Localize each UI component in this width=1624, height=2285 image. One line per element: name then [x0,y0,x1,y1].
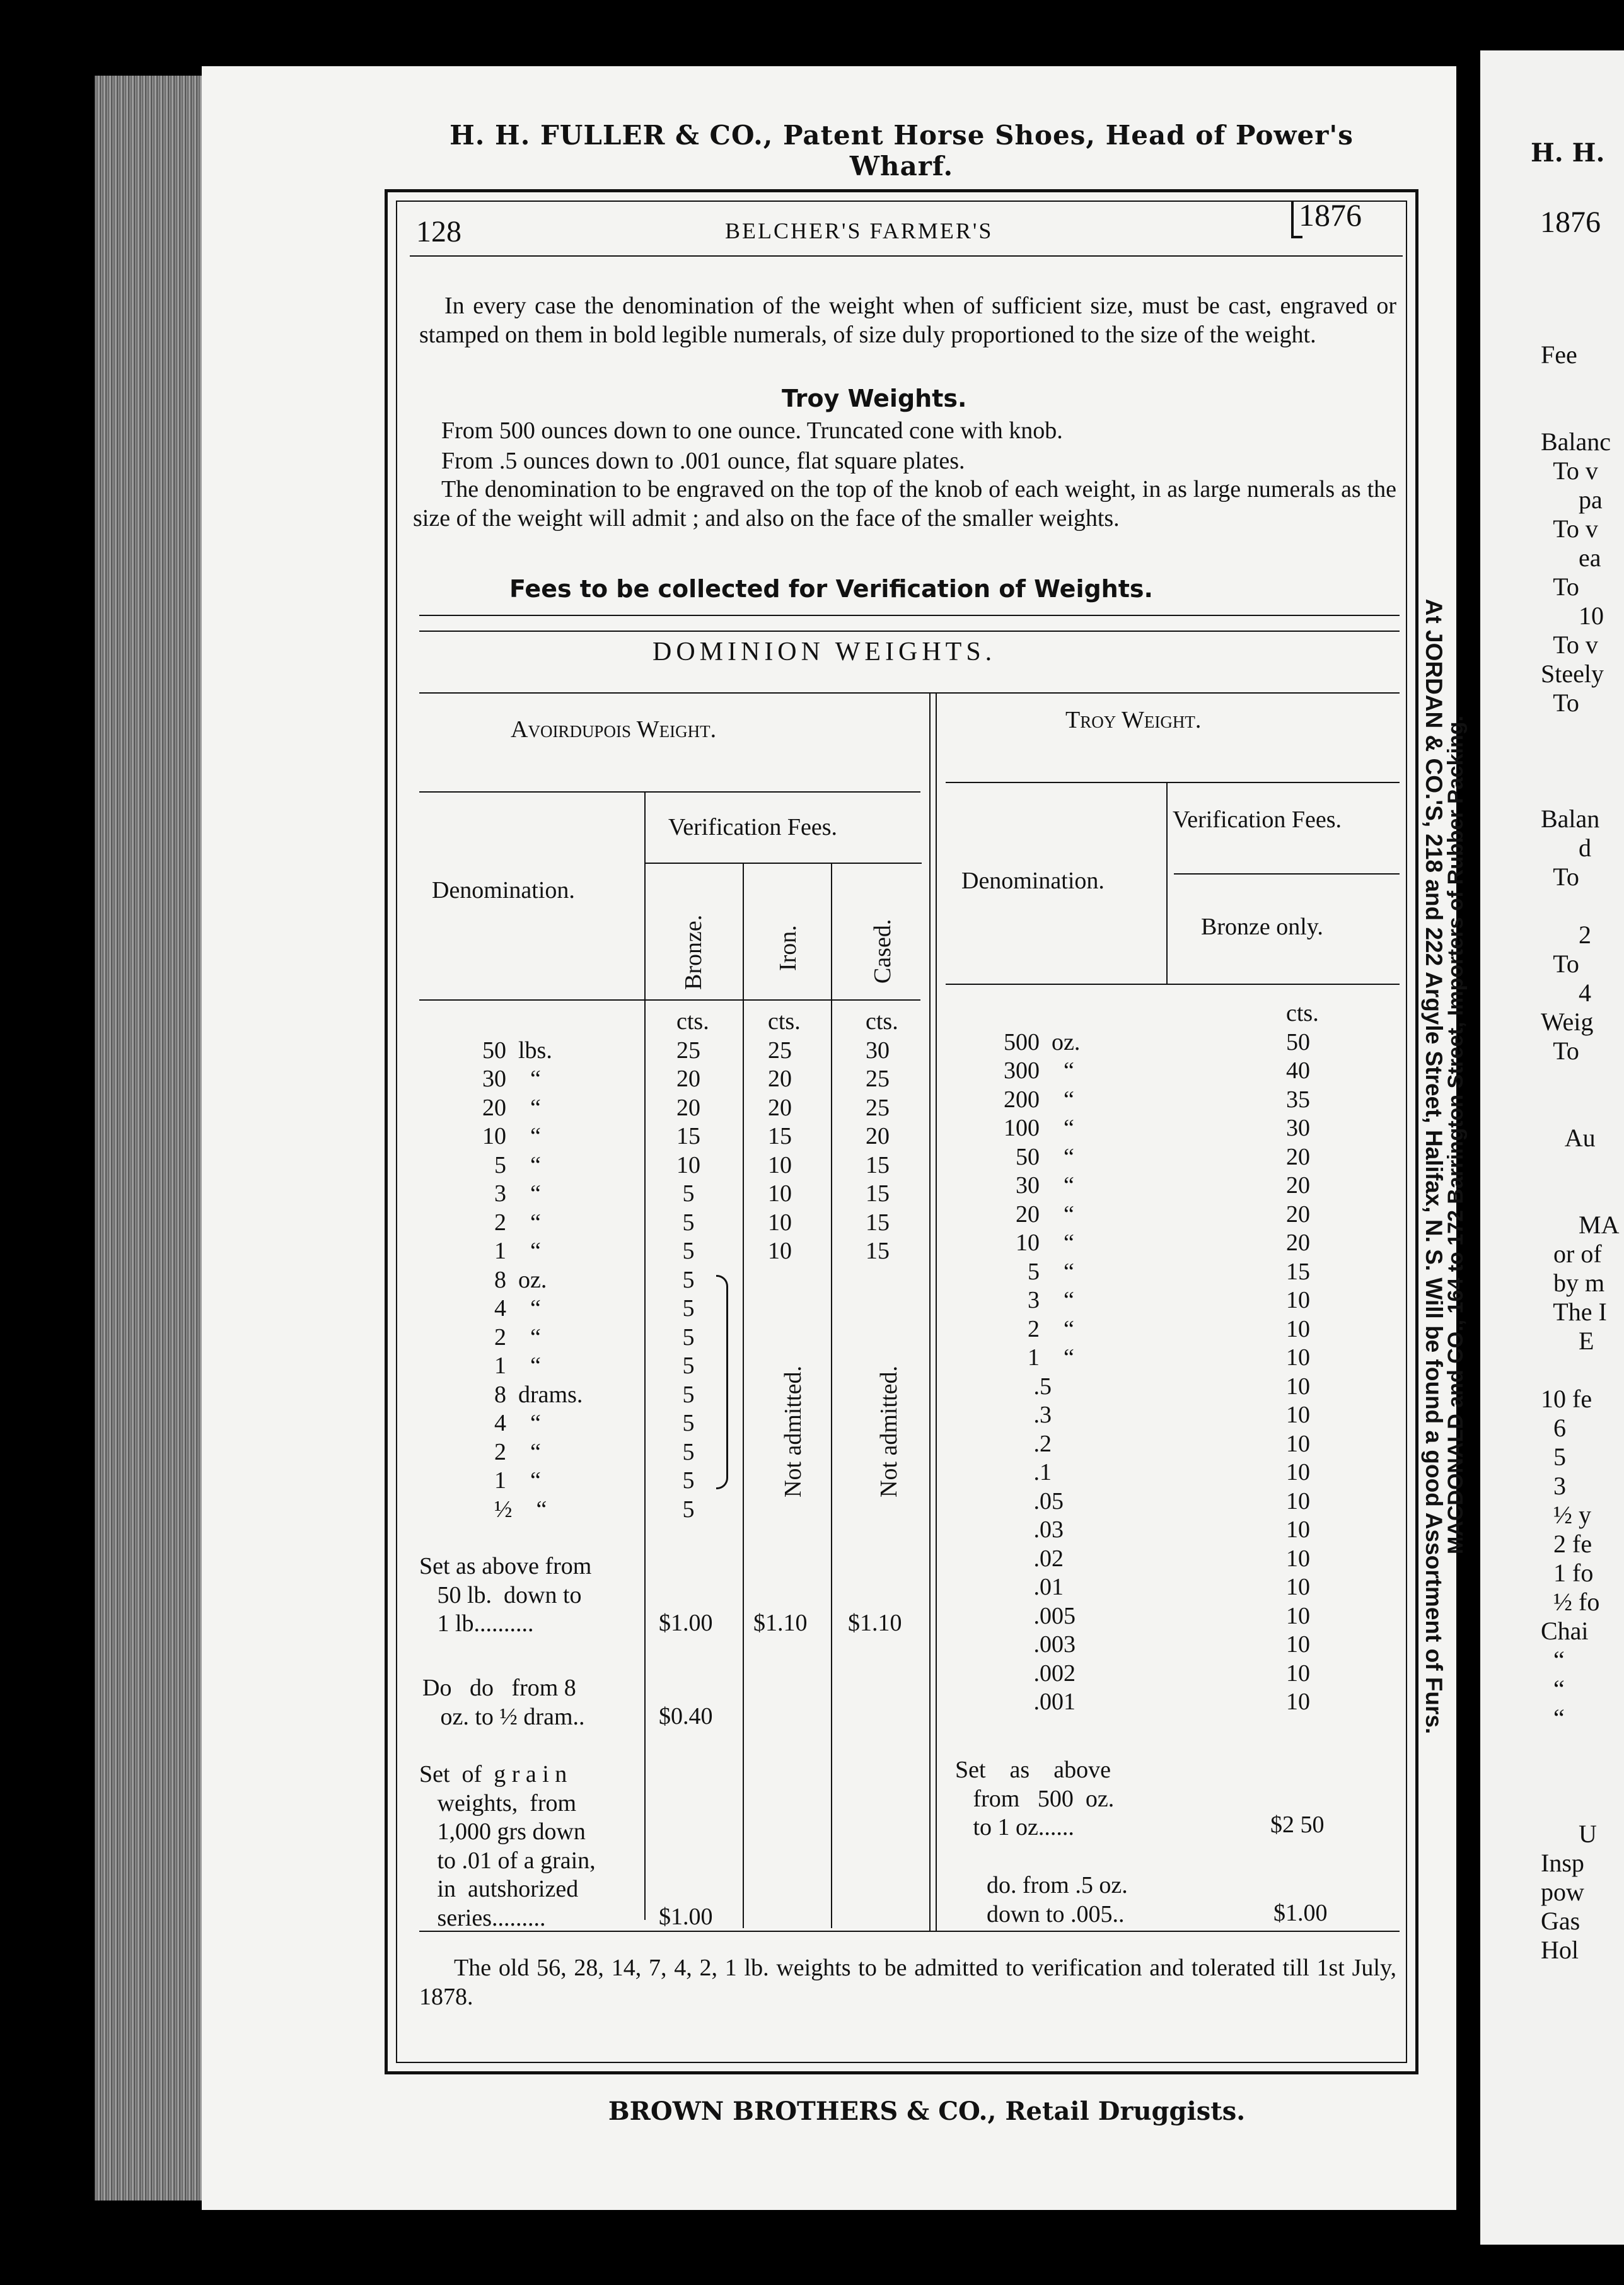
troy-paragraph: The denomination to be engraved on the top of the knob of each weight, in as large numerals as the size of the weight will admit ; and also on the face of the smaller weights. [413,476,1396,532]
set-troy-description: Set as above from 500 oz. to 1 oz...... [955,1757,1115,1840]
bronze-iron-divider [743,863,744,1928]
set-avoir-cased-fee: $1.10 [848,1610,902,1636]
grain-description: Set of g r a i n weights, from 1,000 grs down to .01 of a grain, in autshorized series......... [419,1761,596,1931]
avoir-header-rule [419,791,920,793]
rule-2 [419,631,1400,632]
year: 1876 [1299,197,1362,233]
table-bottom-rule [419,1931,1400,1932]
troy-header-rule [946,782,1400,783]
header-rule [410,255,1403,257]
set-avoir-iron-fee: $1.10 [753,1610,808,1636]
avoir-fees-rule [644,863,922,864]
running-advertisement-header: H. H. FULLER & CO., Patent Horse Shoes, Head of Power's Wharf. [450,120,1354,182]
bronze-header: Bronze. [680,914,707,990]
iron-cased-divider [831,863,832,1928]
running-title: BELCHER'S FARMER'S [725,218,994,243]
troy-line-2: From .5 ounces down to .001 ounce, flat square plates. [441,448,965,474]
troy-weights-heading: Troy Weights. [782,385,967,412]
side-advertisement-right: At JORDAN & CO.'S, 218 and 222 Argyle Street, Halifax, N. S. Will be found a good Assortment of Furs. [1421,598,1447,1735]
iron-fee-column: cts. 25 20 20 15 10 10 10 10 [768,1008,801,1264]
right-page-text: Fee Balanc To v pa To v ea To 10 To v Steely To Balan d To 2 To 4 Weig To Au MA or of by m The I E 10 fe 6 5 3 ½ y 2 fe 1 fo ½ fo Chai “ “ “ U Insp pow Gas Hol [1541,340,1620,1964]
avoir-denomination-column: 50 lbs. 30 “ 20 “ 10 “ 5 “ 3 “ 2 “ 1 “ 8 oz. 4 “ 2 “ 1 “ 8 drams. 4 “ 2 “ 1 “ ½ “ [482,1037,583,1523]
table-title: DOMINION WEIGHTS. [652,637,997,666]
avoir-verification-fees: Verification Fees. [668,814,838,840]
closing-note: The old 56, 28, 14, 7, 4, 2, 1 lb. weights to be admitted to verification and tolerated till 1st July, 1878. [419,1955,1396,2010]
right-page-year: 1876 [1540,206,1601,239]
intro-paragraph: In every case the denomination of the weight when of sufficient size, must be cast, engraved or stamped on them in bold legible numerals, of size duly proportioned to the size of the weight. [419,293,1396,348]
right-page-fragment [1480,50,1624,2245]
center-divider-a [929,692,931,1931]
avoirdupois-heading: Avoirdupois Weight. [511,716,717,743]
page-number: 128 [416,215,461,248]
cased-header: Cased. [869,919,896,984]
cased-fee-column: cts. 30 25 25 20 15 15 15 15 [866,1008,898,1264]
troy-body-rule [946,984,1400,985]
iron-not-admitted: Not admitted. [780,1366,806,1497]
fees-heading: Fees to be collected for Verification of Weights. [509,575,1153,603]
troy-denomination-header: Denomination. [961,868,1105,894]
do-description: Do do from 8 oz. to ½ dram.. [422,1675,585,1730]
do-troy-description: do. from .5 oz. down to .005.. [987,1872,1128,1927]
troy-denomination-column: 500 oz. 300 “ 200 “ 100 “ 50 “ 30 “ 20 “ 10 “ 5 “ 3 “ 2 “ 1 “ .5 .3 .2 .1 .05 .03 .02 .01 .005 .003 .002 .001 [1004,1028,1081,1715]
set-avoir-bronze-fee: $1.00 [659,1610,713,1636]
set-troy-fee: $2 50 [1270,1811,1325,1838]
troy-line-1: From 500 ounces down to one ounce. Truncated cone with knob. [441,417,1063,444]
avoir-denomination-header: Denomination. [432,877,575,904]
bronze-fee-column: cts. 25 20 20 15 10 5 5 5 5 5 5 5 5 5 5 5 5 [676,1008,709,1523]
right-page-header: H. H. [1531,138,1605,168]
troy-denom-divider [1166,782,1168,984]
center-divider-b [936,692,937,1931]
troy-verification-fees: Verification Fees. [1173,806,1342,833]
avoir-denom-divider [644,791,646,1920]
do-troy-fee: $1.00 [1273,1900,1328,1926]
troy-weight-heading: Troy Weight. [1065,707,1202,733]
book-spine-edge [95,76,205,2201]
rule-1 [419,615,1400,616]
troy-fee-column: cts. 50 40 35 30 20 20 20 20 15 10 10 10 10 10 10 10 10 10 10 10 10 10 10 10 [1286,1000,1319,1715]
troy-fees-rule [1174,873,1400,875]
bronze-brace [716,1275,728,1489]
avoir-body-rule [419,999,920,1001]
cased-not-admitted: Not admitted. [876,1366,902,1497]
bronze-only-header: Bronze only. [1201,914,1323,940]
rule-3 [419,692,1400,694]
grain-bronze-fee: $1.00 [659,1904,713,1930]
iron-header: Iron. [775,925,801,971]
side-advertisement-right-page: MACDONALD and CO., 164 to 172 Barrington Street, Importers of Rubber Packing. [1444,716,1468,1554]
do-bronze-fee: $0.40 [659,1703,713,1730]
running-advertisement-footer: BROWN BROTHERS & CO., Retail Druggists. [608,2096,1246,2126]
set-avoir-description: Set as above from 50 lb. down to 1 lb.......... [419,1553,592,1637]
